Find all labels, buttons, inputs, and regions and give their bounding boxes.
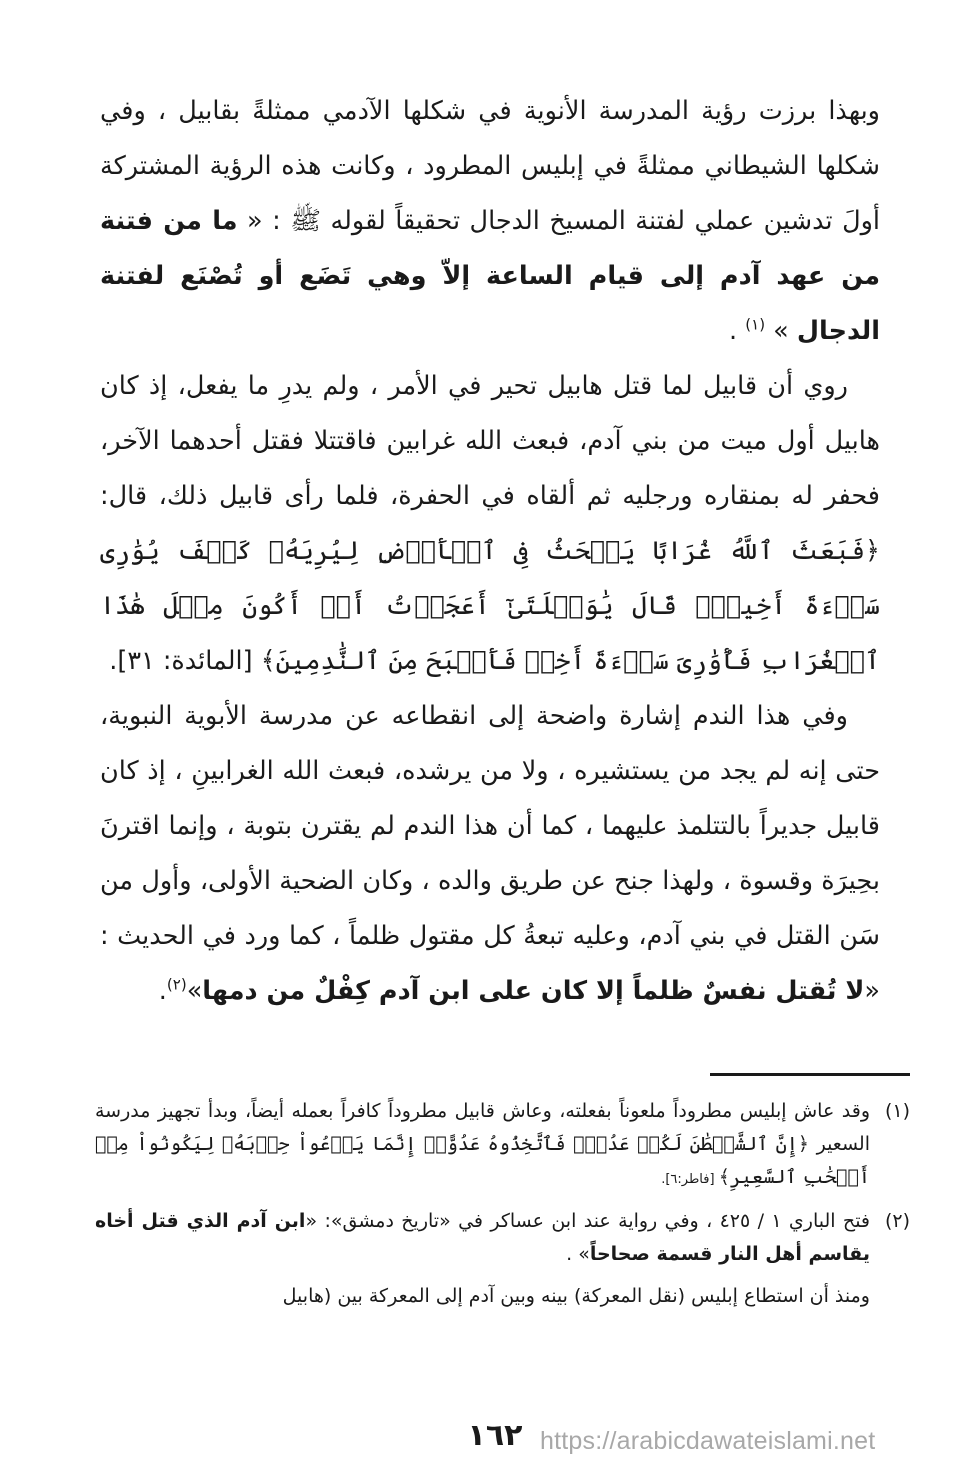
footnotes <box>95 1095 910 1313</box>
p1-text: وبهذا برزت رؤية المدرسة الأنوية في شكلها الآدمي ممثلةً بقابيل ، وفي شكلها الشيطاني ممثلةً في إبليس المطرود ، وكانت هذه الرؤية المشتركة أولَ تدشين عملي لفتنة المسيخ الدجال تحقيقاً لقوله ﷺ : « <box>100 96 880 236</box>
p3-text: وفي هذا الندم إشارة واضحة إلى انقطاعه عن مدرسة الأبوية النبوية، حتى إنه لم يجد من يستشيره ، ولا من يرشده، فبعث الله الغرابينِ ، إذ كان قابيل جديراً بالتتلمذ عليهما ، كما أن هذا الندم لم يقترن بتوبة ، وإنما اقترنَ بحِيرَة وقسوة ، ولهذا جنح عن طريق والده ، وكان الضحية الأولى، وأول من سَن القتل في بني آدم، وعليه تبعةُ كل مقتول ظلماً ، كما ورد في الحديث : « <box>100 701 880 1006</box>
fn2-end: » . <box>566 1243 590 1265</box>
footnote-ref-1[interactable]: (١) <box>745 315 766 334</box>
footnote-continuation: ومنذ أن استطاع إبليس (نقل المعركة) بينه وبين آدم إلى المعركة بين (هابيل <box>282 1285 870 1307</box>
page-number: ١٦٢ <box>467 1418 523 1453</box>
footnote-separator <box>710 1073 910 1076</box>
p3-quote-close: » <box>186 976 203 1006</box>
quran-verse-1: ﴿فَبَعَثَ ٱللَّهُ غُرَابًا يَبۡحَثُ فِى ٱلۡأَرۡضِ لِيُرِيَهُۥ كَيۡفَ يُوَٰرِى سَوۡءَةَ أَخِيهِۚ قَالَ يَٰوَيۡلَتَىٰٓ أَعَجَزۡتُ أَنۡ أَكُونَ مِثۡلَ هَٰذَا ٱلۡغُرَابِ فَأُوَٰرِىَ سَوۡءَةَ أَخِىۖ فَأَصۡبَحَ مِنَ ٱلنَّٰدِمِينَ﴾ <box>100 536 880 676</box>
p1-end: . <box>729 316 746 346</box>
quran-ref-1: [المائدة: ٣١]. <box>109 646 261 676</box>
main-text <box>100 84 880 1019</box>
footnote-2 <box>95 1205 910 1271</box>
paragraph-3 <box>100 689 880 1019</box>
fn1-text: وقد عاش إبليس مطروداً ملعوناً بفعلته، وعاش قابيل مطروداً كافراً بعمله أيضاً، وبدأ تجهيز مدرسة السعير <box>95 1100 870 1155</box>
fn2-text: فتح الباري ١ / ٤٢٥ ، وفي رواية عند ابن عساكر في «تاريخ دمشق»: « <box>305 1210 871 1232</box>
fn1-quran-verse: ﴿إِنَّ ٱلشَّيۡطَٰنَ لَكُمۡ عَدُوّٞ فَٱتَّخِذُوهُ عَدُوًّاۚ إِنَّمَا يَدۡعُواْ حِزۡبَهُۥ لِيَكُونُواْ مِنۡ أَصۡحَٰبِ ٱلسَّعِيرِ﴾ <box>95 1133 870 1188</box>
p2-text: روي أن قابيل لما قتل هابيل تحير في الأمر ، ولم يدرِ ما يفعل، إذ كان هابيل أول ميت من بني آدم، فبعث الله غرابين فاقتتلا فقتل أحدهما الآخر، فحفر له بمنقاره ورجليه ثم ألقاه في الحفرة، فلما رأى قابيل ذلك، قال: <box>100 371 880 511</box>
footnote-number-2: (٢) <box>884 1210 910 1232</box>
footnote-body-1 <box>95 1095 870 1196</box>
footnote-ref-2[interactable]: (٢) <box>166 975 187 994</box>
hadith-quote-2: لا تُقتل نفسٌ ظلماً إلا كان على ابن آدم كِفْلٌ من دمها <box>202 976 865 1006</box>
hadith-quote-1: ما من فتنة من عهد آدم إلى قيام الساعة إلاّ وهي تَضَع أو تُصْنَع لفتنة الدجال <box>100 206 880 346</box>
footnote-body-2 <box>95 1205 870 1271</box>
watermark-url: https://arabicdawateislami.net <box>540 1427 876 1455</box>
fn1-quran-ref: [فاطر:٦]. <box>661 1172 719 1187</box>
fn2-bold-quote: ابن آدم الذي قتل أخاه يقاسم أهل النار قسمة صحاحاً <box>95 1210 870 1265</box>
footnote-number-1: (١) <box>884 1100 910 1122</box>
paragraph-1 <box>100 84 880 359</box>
p1-quote-close: » <box>773 316 797 346</box>
footnote-1 <box>95 1095 910 1196</box>
paragraph-2 <box>100 359 880 689</box>
p3-end: . <box>158 976 167 1006</box>
